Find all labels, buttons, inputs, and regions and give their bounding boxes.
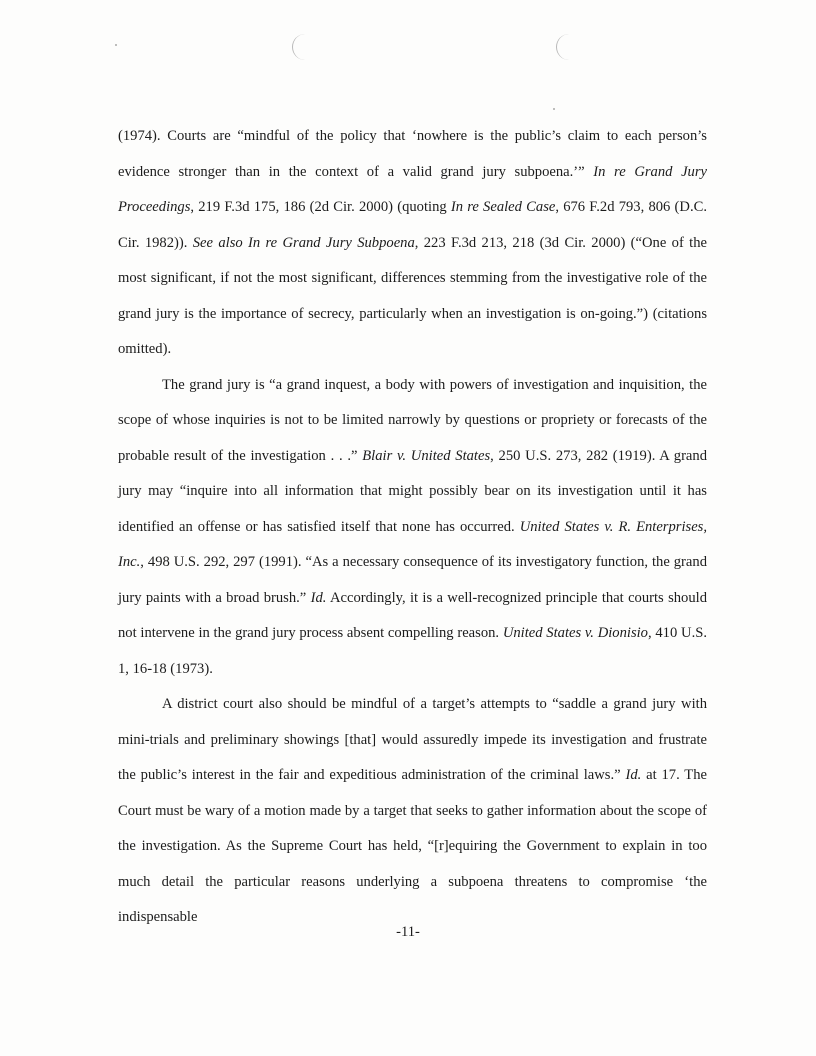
body-text-run: , 250 U.S. 273, 282 (1919). A grand jury may “inquire into all information that might possibly bear on its investigation until it has identified an offense or has satisfied itself that none has occurred. [118, 447, 708, 535]
body-text-run: The grand jury is “a grand inquest, a body with powers of investigation and inquisition, the scope of whose inquiries is not to be limited narrowly by questions or propriety or forecasts of the probable result of the investigation . . .” [118, 376, 707, 464]
scan-speck [115, 44, 117, 46]
citation-italic-text: See also In re Grand Jury Subpoena [192, 234, 415, 251]
paragraph [118, 687, 707, 936]
body-text-run: (1974). Courts are “mindful of the policy that ‘nowhere is the public’s claim to each person’s evidence stronger than in the context of a valid grand jury subpoena.’” [118, 128, 707, 180]
citation-italic-text: Blair v. United States [362, 447, 491, 464]
body-text-run: , 410 U.S. 1, 16-18 (1973). [118, 625, 707, 677]
body-text-run: at 17. The Court must be wary of a motion made by a target that seeks to gather information about the scope of the investigation. As the Supreme Court has held, “[r]equiring the Government to explain in too much detail the particular reasons underlying a subpoena threatens to compromise ‘the indispensable [118, 767, 707, 925]
body-text-run: , 219 F.3d 175, 186 (2d Cir. 2000) (quoting [190, 199, 451, 215]
body-text-run: , 676 F.2d 793, 806 (D.C. Cir. 1982)). [118, 199, 707, 251]
punch-hole-mark [292, 34, 305, 60]
paragraph [118, 368, 707, 688]
citation-italic-text: Id. [310, 589, 327, 606]
body-text-run: A district court also should be mindful of a target’s attempts to “saddle a grand jury with mini-trials and preliminary showings [that] would assuredly impede its investigation and frustrate the public’s interest in the fair and expeditious administration of the criminal laws.” [118, 696, 707, 783]
body-text-run: , 223 F.3d 213, 218 (3d Cir. 2000) (“One of the most significant, if not the most significant, differences stemming from the investigative role of the grand jury is the importance of secrecy, particularly when an investigation is on-going.”) (citations omitted). [118, 234, 707, 357]
scan-speck [553, 108, 555, 110]
citation-italic-text: United States v. R. Enterprises, Inc. [118, 518, 708, 570]
citation-italic-text: In re Grand Jury Proceedings [118, 163, 707, 215]
citation-italic-text: Id. [625, 767, 642, 783]
document-body [118, 119, 707, 936]
body-text-run: , 498 U.S. 292, 297 (1991). “As a necessary consequence of its investigatory function, the grand jury paints with a broad brush.” [118, 554, 707, 606]
punch-hole-mark [556, 34, 569, 60]
page-number: -11- [396, 924, 420, 940]
paragraph [118, 119, 707, 368]
body-text-run: Accordingly, it is a well-recognized principle that courts should not intervene in the grand jury process absent compelling reason. [118, 589, 707, 641]
citation-italic-text: In re Sealed Case [450, 199, 556, 215]
citation-italic-text: United States v. Dionisio [502, 625, 648, 641]
